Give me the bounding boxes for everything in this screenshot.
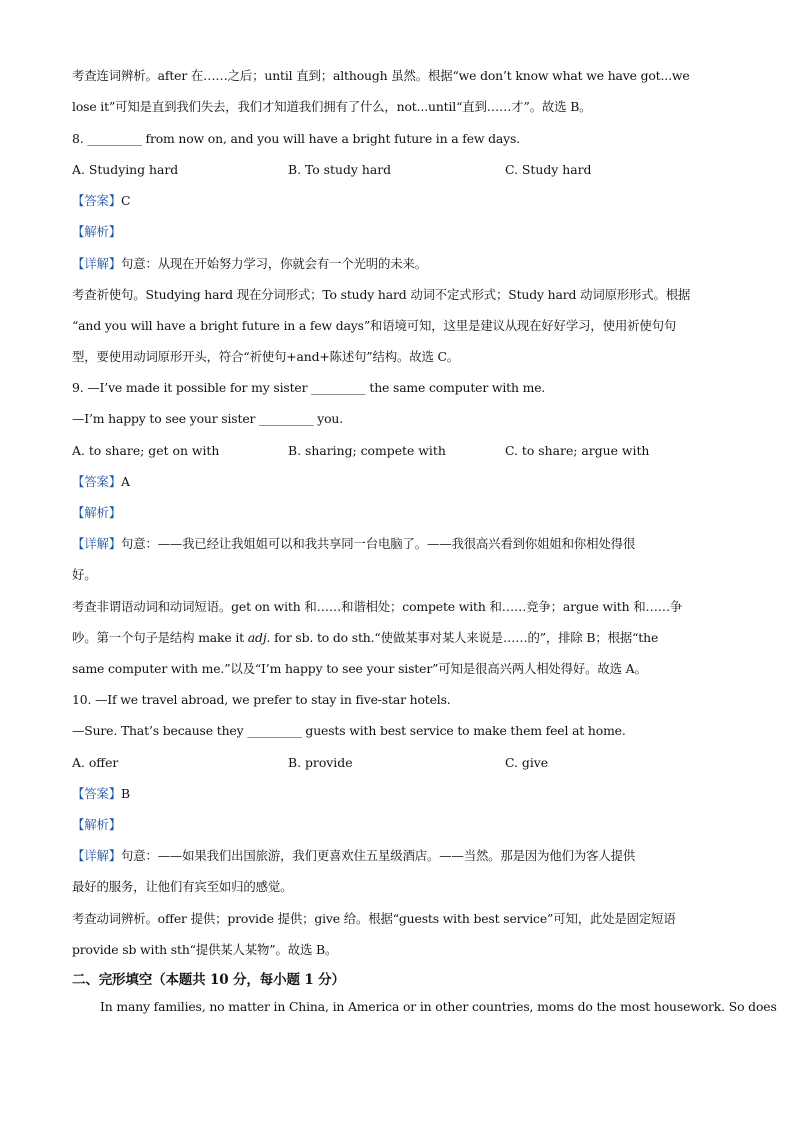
- q10-detail-line: [72, 846, 722, 866]
- q7-analysis-line: lose it”可知是直到我们失去，我们才知道我们拥有了什么，not...until“直到……才”。故选 B。: [72, 99, 592, 114]
- q8-option-b: B. To study hard: [288, 162, 392, 177]
- analysis-tag: 【解析】: [72, 505, 121, 520]
- q10-option-b: B. provide: [288, 755, 353, 770]
- adj-italic: adj.: [247, 630, 271, 645]
- q9-option-a: A. to share; get on with: [72, 443, 220, 458]
- q8-option-a: A. Studying hard: [72, 162, 179, 177]
- q8-detail-line: [72, 254, 722, 274]
- q9-explain-line: [72, 628, 722, 648]
- q10-explain-line: provide sb with sth“提供某人某物”。故选 B。: [72, 942, 338, 957]
- q9-stem: 9. —I’ve made it possible for my sister _________ the same computer with me.: [72, 380, 546, 395]
- q9-detail-line: 好。: [72, 567, 97, 582]
- answer-value: C: [120, 193, 131, 208]
- detail-text: 句意：从现在开始努力学习，你就会有一个光明的未来。: [120, 256, 427, 271]
- q9-answer-line: [72, 472, 722, 492]
- q9-explain-line: same computer with me.”以及“I’m happy to see your sister”可知是很高兴两人相处得好。故选 A。: [72, 661, 647, 676]
- explain-text: for sb. to do sth.“使做某事对某人来说是……的”，排除 B；根据“the: [270, 630, 659, 645]
- q9-stem: —I’m happy to see your sister _________ you.: [72, 411, 344, 426]
- q8-explain-line: 型，要使用动词原形开头，符合“祈使句+and+陈述句”结构。故选 C。: [72, 349, 460, 364]
- q8-explain-line: “and you will have a bright future in a few days”和语境可知，这里是建议从现在好好学习，使用祈使句句: [72, 318, 677, 333]
- answer-tag: 【答案】: [72, 193, 121, 208]
- q8-stem: 8. _________ from now on, and you will have a bright future in a few days.: [72, 131, 520, 146]
- explain-text: 吵。第一个句子是结构 make it: [72, 630, 248, 645]
- q7-analysis-line: 考查连词辨析。after 在……之后；until 直到；although 虽然。根据“we don’t know what we have got...we: [72, 68, 690, 83]
- analysis-tag: 【解析】: [72, 817, 121, 832]
- passage-line: In many families, no matter in China, in America or in other countries, moms do the most housework. So does: [100, 999, 777, 1014]
- q10-answer-line: [72, 784, 722, 804]
- detail-text: 句意：——我已经让我姐姐可以和我共享同一台电脑了。——我很高兴看到你姐姐和你相处得很: [120, 536, 636, 551]
- detail-tag: 【详解】: [72, 848, 121, 863]
- q9-explain-line: 考查非谓语动词和动词短语。get on with 和……和谐相处；compete with 和……竞争；argue with 和……争: [72, 599, 683, 614]
- detail-tag: 【详解】: [72, 256, 121, 271]
- section-heading: 二、完形填空（本题共 10 分，每小题 1 分）: [72, 972, 345, 988]
- q10-option-c: C. give: [505, 755, 549, 770]
- q8-explain-line: 考查祈使句。Studying hard 现在分词形式；To study hard 动词不定式形式；Study hard 动词原形形式。根据: [72, 287, 691, 302]
- q10-explain-line: 考查动词辨析。offer 提供；provide 提供；give 给。根据“guests with best service”可知，此处是固定短语: [72, 911, 676, 926]
- q8-answer-line: [72, 191, 722, 211]
- q8-option-c: C. Study hard: [505, 162, 592, 177]
- q10-stem: 10. —If we travel abroad, we prefer to stay in five-star hotels.: [72, 692, 451, 707]
- detail-tag: 【详解】: [72, 536, 121, 551]
- detail-text: 句意：——如果我们出国旅游，我们更喜欢住五星级酒店。——当然。那是因为他们为客人提供: [120, 848, 636, 863]
- q10-option-a: A. offer: [72, 755, 119, 770]
- analysis-tag: 【解析】: [72, 224, 121, 239]
- answer-tag: 【答案】: [72, 474, 121, 489]
- answer-value: B: [120, 786, 130, 801]
- q9-option-b: B. sharing; compete with: [288, 443, 446, 458]
- q10-stem: —Sure. That’s because they _________ guests with best service to make them feel at home.: [72, 723, 626, 738]
- q9-option-c: C. to share; argue with: [505, 443, 650, 458]
- q10-detail-line: 最好的服务，让他们有宾至如归的感觉。: [72, 879, 293, 894]
- q9-detail-line: [72, 534, 722, 554]
- answer-tag: 【答案】: [72, 786, 121, 801]
- answer-value: A: [120, 474, 130, 489]
